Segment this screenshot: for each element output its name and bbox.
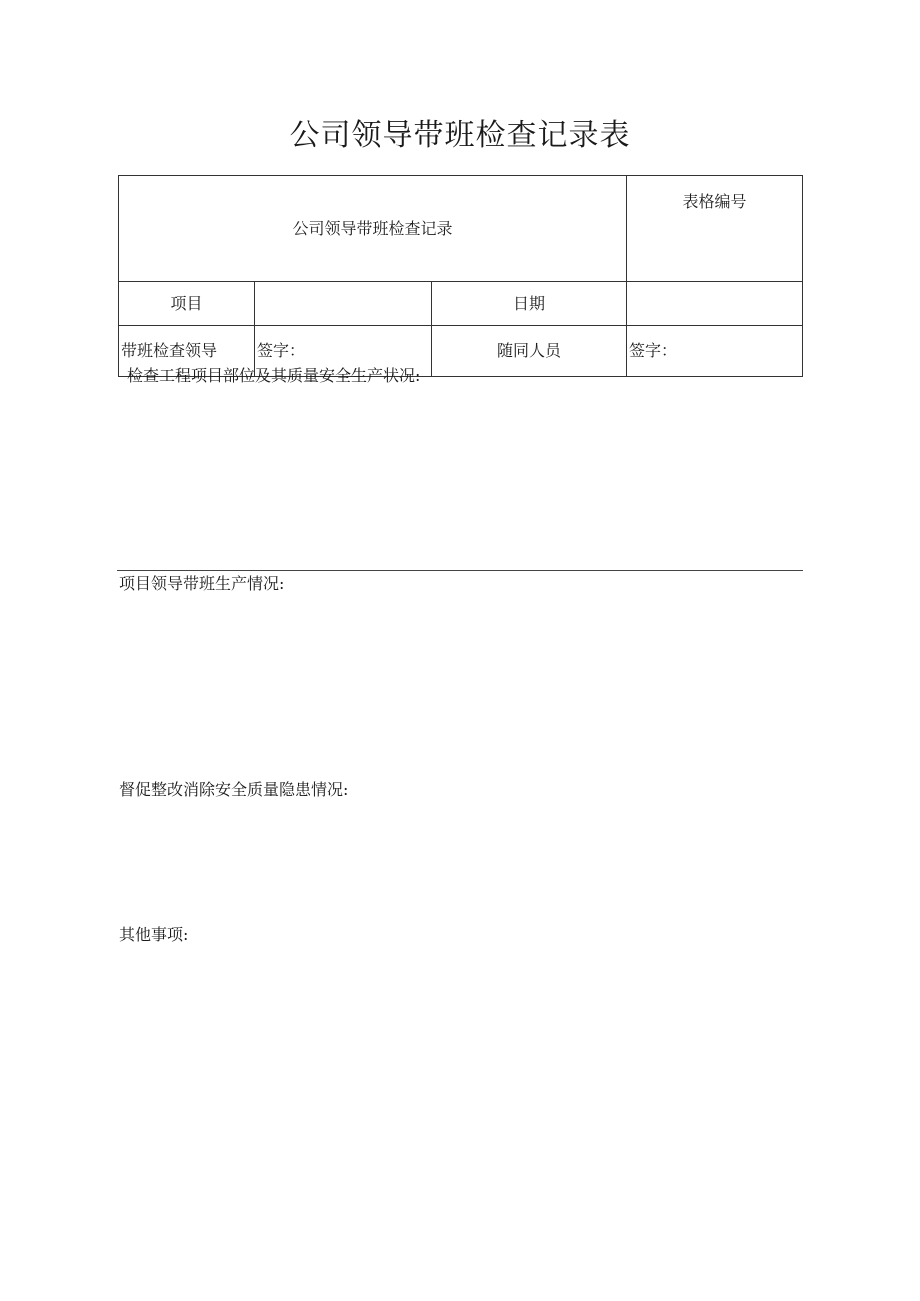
date-label: 日期 [432,282,627,326]
inspection-status-label: 检查工程项目部位及其质量安全生产状况: [127,366,421,385]
other-matters-label: 其他事项: [119,925,189,944]
record-form-table [118,175,803,377]
project-leader-status-label: 项目领导带班生产情况: [119,574,285,593]
date-value-field[interactable] [627,282,803,326]
table-row-project [119,282,803,326]
table-row-header [119,176,803,282]
project-label: 项目 [119,282,255,326]
section-divider [117,570,803,571]
leader-signature-field[interactable]: 签字： [255,326,432,377]
companion-signature-field[interactable]: 签字： [627,326,803,377]
companion-label: 随同人员 [432,326,627,377]
project-value-field[interactable] [255,282,432,326]
form-header-title: 公司领导带班检查记录 [119,176,627,282]
leader-label: 带班检查领导 [119,326,255,377]
form-number-label: 表格编号 [627,176,803,282]
rectification-label: 督促整改消除安全质量隐患情况: [119,780,349,799]
page-title: 公司领导带班检查记录表 [289,118,631,153]
